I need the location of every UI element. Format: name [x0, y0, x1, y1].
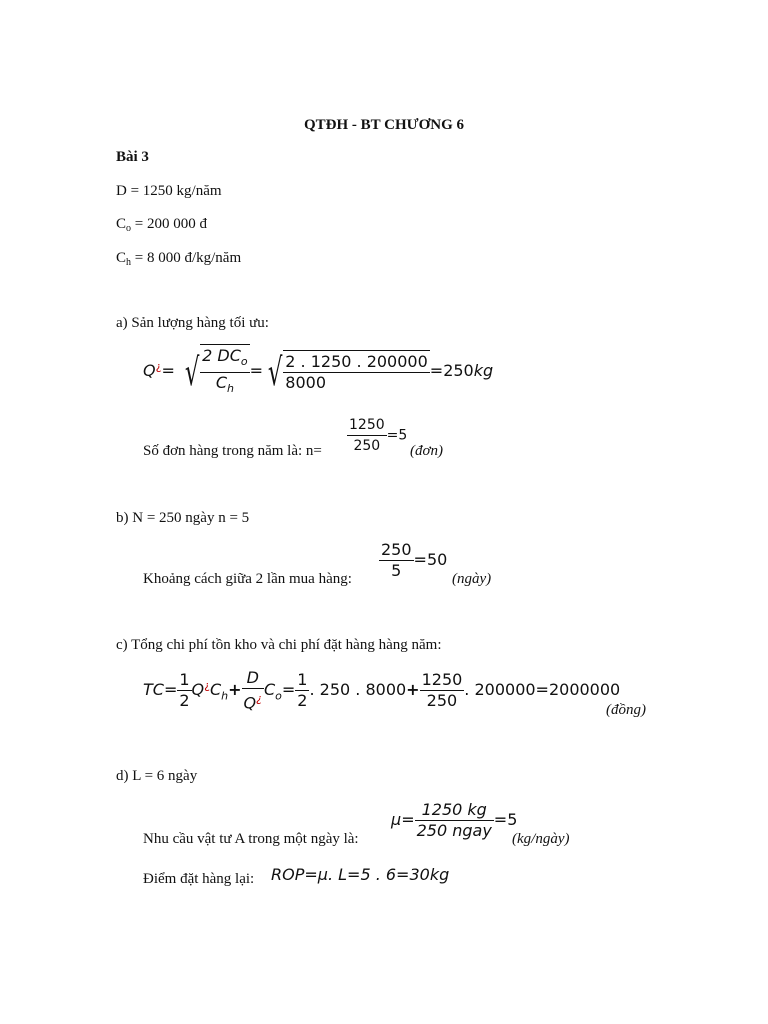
given-order-cost: $C_o = 200$ 000 đ	[116, 216, 207, 234]
part-b-heading: b) N = 250 ngày n = 5	[116, 510, 250, 526]
interval-formula: $\frac{250}{5}$ =50	[381, 540, 448, 580]
reorder-point-formula: ROP=μ. L=5 . 6=30kg	[271, 865, 450, 884]
orders-label: Số đơn hàng trong năm là: n=	[143, 443, 322, 459]
given-demand: D = 1250 kg/năm	[116, 183, 222, 199]
part-d-heading: d) L = 6 ngày	[116, 768, 198, 784]
eoq-formula: Q¿= √ $\frac{2 DC_o}{C_h}$ = √ $\frac{2 . 1250 . 200000}{8000}$ =250kg	[143, 344, 493, 399]
part-a-heading: a) Sản lượng hàng tối ưu:	[116, 315, 269, 331]
given-holding-cost: $C_h = 8$ 000 đ/kg/năm	[116, 250, 242, 268]
orders-unit: (đơn)	[410, 443, 443, 459]
document-title: QTĐH - BT CHƯƠNG 6	[303, 117, 464, 133]
exercise-heading: Bài 3	[116, 149, 149, 165]
daily-demand-formula: μ= $\frac{1250 kg}{\text{250 ngay}}$ =5	[391, 800, 518, 840]
interval-unit: (ngày)	[452, 571, 492, 587]
daily-demand-unit: (kg/ngày)	[512, 831, 570, 847]
orders-formula: $\frac{1250}{250}$ =5	[349, 417, 408, 454]
daily-demand-label: Nhu cầu vật tư A trong một ngày là:	[143, 831, 359, 847]
reorder-point-label: Điểm đặt hàng lại:	[143, 871, 255, 887]
total-cost-unit: (đồng)	[606, 702, 646, 718]
total-cost-formula: TC= $\frac{1}{2}$ $Q^¿C_h+$ $\frac{D}{Q^¿}$ $C_o=$ $\frac{1}{2}$ . 250 . 8000+ $\frac{1250}{250}$ . 200000=2000000	[143, 668, 621, 713]
part-c-heading: c) Tổng chi phí tồn kho và chi phí đặt hàng hàng năm:	[116, 637, 442, 653]
interval-label: Khoảng cách giữa 2 lần mua hàng:	[143, 571, 352, 587]
